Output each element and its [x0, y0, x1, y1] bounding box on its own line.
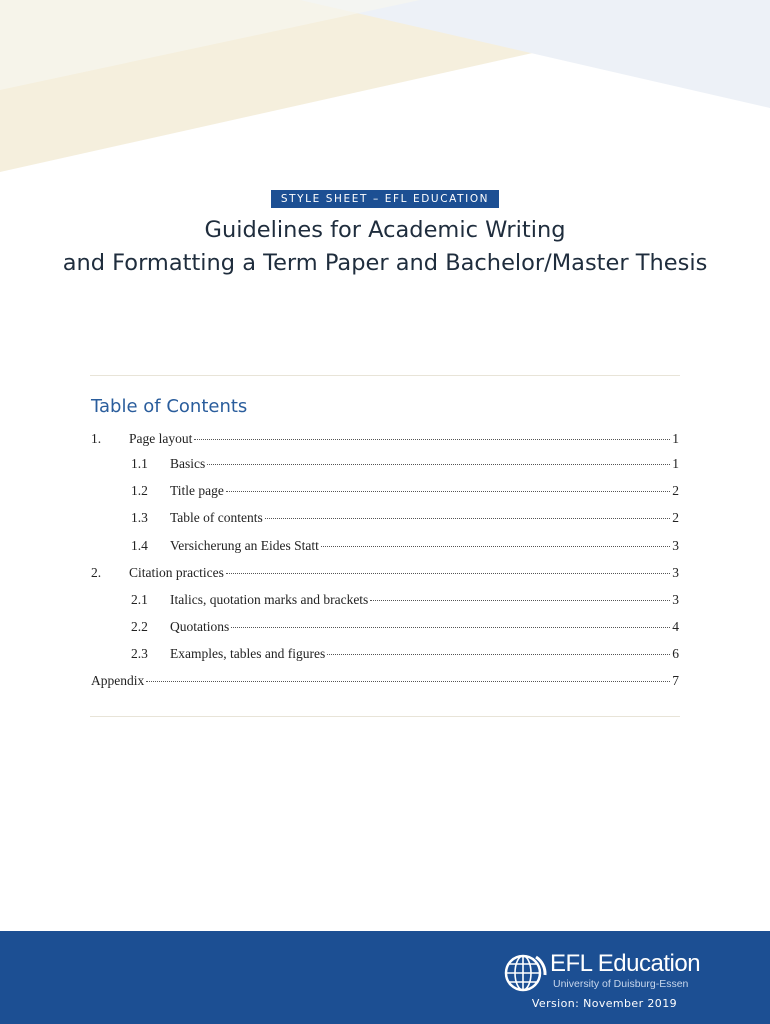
toc-leader-dots	[327, 654, 670, 655]
toc-entry-number: 1.3	[131, 510, 148, 525]
toc-entry-page: 3	[672, 538, 679, 553]
toc-entry-label: Examples, tables and figures	[170, 646, 326, 661]
divider-top	[90, 375, 680, 376]
globe-icon	[503, 951, 547, 995]
divider-bottom	[90, 716, 680, 717]
toc-entry-label: Page layout	[129, 431, 193, 446]
toc-entry-page: 4	[672, 619, 679, 634]
footer-bar	[0, 931, 770, 1024]
toc-leader-dots	[194, 439, 670, 440]
toc-entry[interactable]	[131, 591, 679, 609]
toc-entry-number: 1.2	[131, 483, 148, 498]
title-line-2: and Formatting a Term Paper and Bachelor/Master Thesis	[62, 250, 708, 276]
toc-leader-dots	[231, 627, 670, 628]
toc-leader-dots	[370, 600, 670, 601]
toc-entry-label: Versicherung an Eides Statt	[170, 538, 319, 553]
toc-entry[interactable]	[91, 430, 679, 448]
toc-leader-dots	[265, 518, 670, 519]
toc-entry[interactable]	[131, 618, 679, 636]
toc-entry[interactable]	[131, 509, 679, 527]
toc-entry[interactable]	[91, 564, 679, 582]
toc-entry[interactable]	[131, 455, 679, 473]
toc-entry-label: Table of contents	[170, 510, 263, 525]
toc-entry-page: 2	[672, 483, 679, 498]
style-sheet-badge: STYLE SHEET – EFL EDUCATION	[271, 190, 499, 208]
toc-entry[interactable]	[131, 482, 679, 500]
toc-entry-page: 1	[672, 456, 679, 471]
toc-entry-label: Basics	[170, 456, 206, 471]
decorative-header-shapes	[0, 0, 770, 180]
toc-entry[interactable]	[131, 537, 679, 555]
toc-entry-page: 3	[672, 592, 679, 607]
toc-entry[interactable]	[131, 645, 679, 663]
toc-entry-number: 2.2	[131, 619, 148, 634]
toc-entry-number: 1.1	[131, 456, 148, 471]
toc-entry-number: 2.1	[131, 592, 148, 607]
toc-entry-page: 3	[672, 565, 679, 580]
toc-leader-dots	[226, 573, 670, 574]
toc-entry-page: 1	[672, 431, 679, 446]
toc-entry-label: Appendix	[91, 673, 145, 688]
document-header	[0, 189, 770, 280]
logo-subtext: University of Duisburg-Essen	[553, 978, 689, 990]
toc-entry-number: 2.	[91, 565, 102, 580]
toc-leader-dots	[146, 681, 670, 682]
toc-entry-page: 7	[672, 673, 679, 688]
toc-entry-page: 2	[672, 510, 679, 525]
logo-text: EFL Education	[550, 950, 701, 977]
version-label: Version: November 2019	[531, 997, 677, 1010]
toc-leader-dots	[226, 491, 670, 492]
toc-entry-number: 2.3	[131, 646, 148, 661]
toc-entry-label: Quotations	[170, 619, 230, 634]
toc-entry-label: Citation practices	[129, 565, 224, 580]
toc-leader-dots	[207, 464, 670, 465]
document-title	[0, 214, 770, 280]
toc-entry-label: Title page	[170, 483, 224, 498]
toc-leader-dots	[321, 546, 670, 547]
toc-entry-number: 1.	[91, 431, 102, 446]
toc-entry-page: 6	[672, 646, 679, 661]
toc-heading: Table of Contents	[91, 396, 248, 417]
toc-entry-number: 1.4	[131, 538, 148, 553]
title-line-1: Guidelines for Academic Writing	[204, 217, 566, 243]
toc-entry-appendix[interactable]	[91, 672, 679, 690]
toc-entry-label: Italics, quotation marks and brackets	[170, 592, 369, 607]
